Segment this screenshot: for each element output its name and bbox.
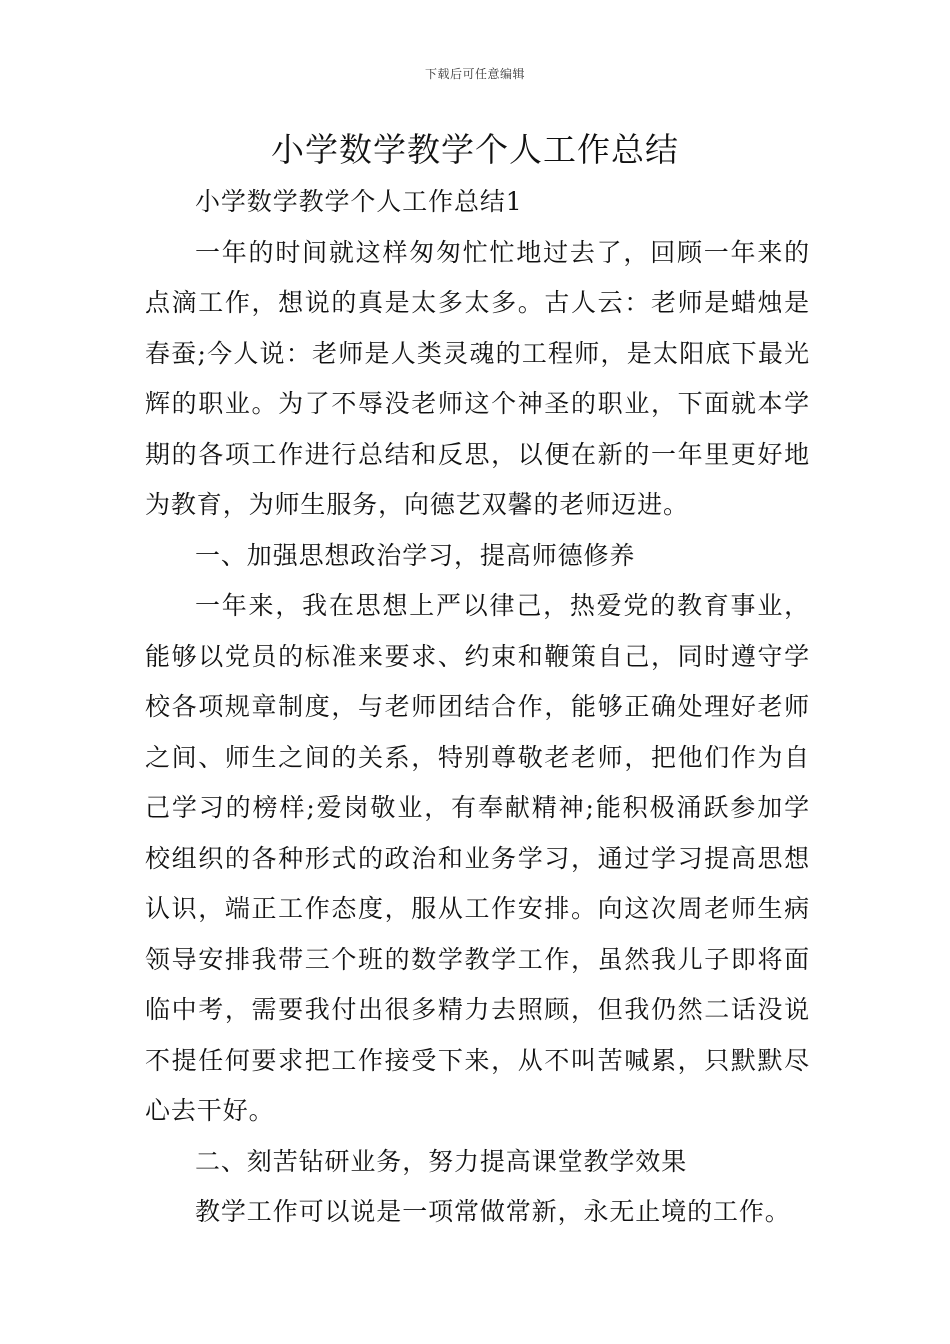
document-title: 小学数学教学个人工作总结 <box>271 130 679 169</box>
section-heading-1: 一、加强思想政治学习，提高师德修养 <box>195 540 636 570</box>
intro-paragraph: 一年的时间就这样匆匆忙忙地过去了，回顾一年来的点滴工作，想说的真是太多太多。古人云：老师是蜡烛是春蚕;今人说：老师是人类灵魂的工程师，是太阳底下最光辉的职业。为了不辱没老师这个神圣的职业，下面就本学期的各项工作进行总结和反思，以便在新的一年里更好地为教育，为师生服务，向德艺双馨的老师迈进。 <box>145 237 810 519</box>
header-note: 下载后可任意编辑 <box>424 67 525 81</box>
section-1-paragraph: 一年来，我在思想上严以律己，热爱党的教育事业，能够以党员的标准来要求、约束和鞭策自己，同时遵守学校各项规章制度，与老师团结合作，能够正确处理好老师之间、师生之间的关系，特别尊敬老老师，把他们作为自己学习的榜样;爱岗敬业，有奉献精神;能积极涌跃参加学校组织的各种形式的政治和业务学习，通过学习提高思想认识，端正工作态度，服从工作安排。向这次周老师生病领导安排我带三个班的数学教学工作，虽然我儿子即将面临中考，需要我付出很多精力去照顾，但我仍然二话没说不提任何要求把工作接受下来，从不叫苦喊累，只默默尽心去干好。 <box>145 591 810 1125</box>
document-subtitle: 小学数学教学个人工作总结1 <box>195 187 523 216</box>
section-heading-2: 二、刻苦钻研业务，努力提高课堂教学效果 <box>195 1146 688 1176</box>
document-body <box>145 177 810 1238</box>
section-2-paragraph: 教学工作可以说是一项常做常新，永无止境的工作。 <box>195 1197 791 1226</box>
